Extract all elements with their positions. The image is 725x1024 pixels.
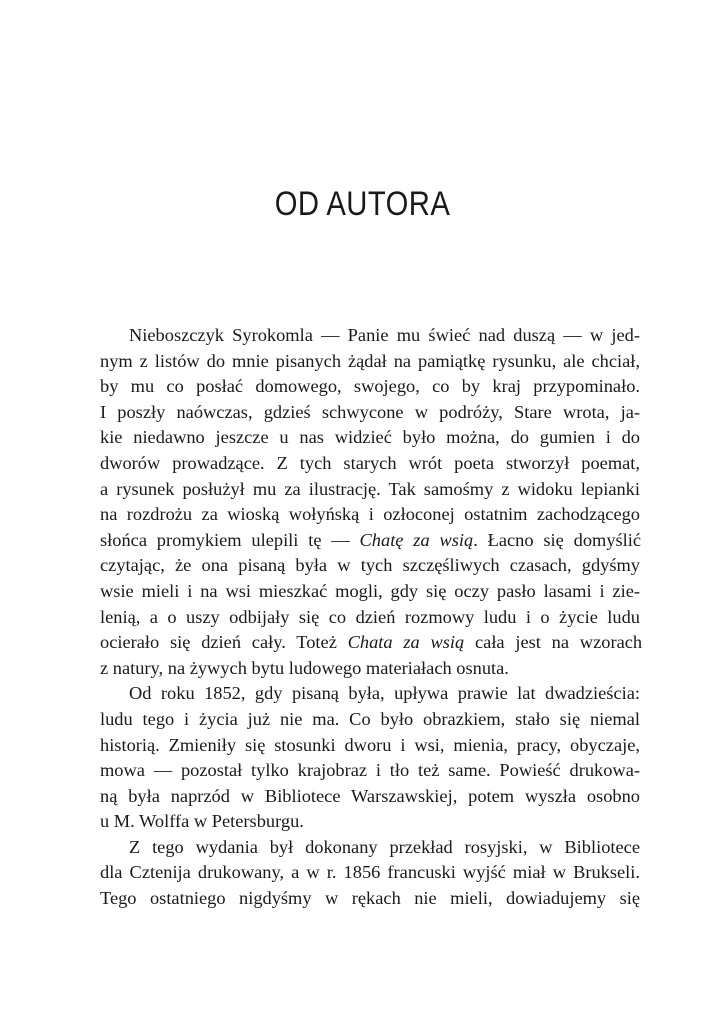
- text-line: I poszły naówczas, gdzieś schwycone w podróży, Stare wrota, ja-: [100, 401, 640, 422]
- text-line: [100, 630, 643, 656]
- text-line: z natury, na żywych bytu ludowego materiałach osnuta.: [100, 657, 509, 678]
- text-line: ludu tego i życia już nie ma. Co było obrazkiem, stało się niemal: [100, 708, 640, 729]
- text-line: Tego ostatniego nigdyśmy w rękach nie mieli, dowiadujemy się: [100, 888, 640, 909]
- text-line: historią. Zmieniły się stosunki dworu i wsi, mienia, pracy, obyczaje,: [100, 734, 640, 755]
- text-run: słońca promykiem ulepili tę —: [100, 529, 360, 550]
- text-line: wsie mieli i na wsi mieszkać mogli, gdy się oczy pasło lasami i zie-: [100, 580, 640, 601]
- text-run: ocierało się dzień cały. Toteż: [100, 632, 348, 653]
- chapter-heading: OD AUTORA: [274, 185, 451, 223]
- text-line: by mu co posłać domowego, swojego, co by kraj przypominało.: [100, 376, 640, 397]
- italic-title: Chata za wsią: [347, 632, 465, 653]
- body-text: [100, 323, 643, 912]
- text-line: kie niedawno jeszcze u nas widzieć było można, do gumien i do: [100, 427, 640, 448]
- text-line: dla Cztenija drukowany, a w r. 1856 francuski wyjść miał w Brukseli.: [100, 862, 640, 883]
- text-line: Od roku 1852, gdy pisaną była, upływa prawie lat dwadzieścia:: [129, 683, 640, 704]
- text-run: cała jest na wzorach: [464, 632, 643, 653]
- text-line: Nieboszczyk Syrokomla — Panie mu świeć nad duszą — w jed-: [129, 325, 640, 345]
- text-line: dworów prowadzące. Z tych starych wrót poeta stworzył poemat,: [100, 452, 640, 473]
- text-line: a rysunek posłużył mu za ilustrację. Tak samośmy z widoku lepianki: [100, 478, 640, 499]
- text-line: [100, 528, 640, 554]
- text-line: ną była naprzód w Bibliotece Warszawskiej, potem wyszła osobno: [100, 785, 640, 806]
- text-line: nym z listów do mnie pisanych żądał na pamiątkę rysunku, ale chciał,: [100, 350, 640, 371]
- text-run: . Łacno się domyślić: [473, 529, 642, 550]
- text-line: u M. Wolffa w Petersburgu.: [100, 811, 304, 832]
- text-line: mowa — pozostał tylko krajobraz i tło też same. Powieść drukowa-: [100, 760, 640, 781]
- italic-title: Chatę za wsią: [359, 529, 474, 550]
- text-line: na rozdrożu za wioską wołyńską i ozłoconej ostatnim zachodzącego: [100, 504, 640, 525]
- text-line: lenią, a o uszy odbijały się co dzień rozmowy ludu i o życie ludu: [100, 606, 640, 627]
- text-line: czytając, że ona pisaną była w tych szczęśliwych czasach, gdyśmy: [100, 555, 640, 576]
- text-line: Z tego wydania był dokonany przekład rosyjski, w Bibliotece: [129, 836, 640, 857]
